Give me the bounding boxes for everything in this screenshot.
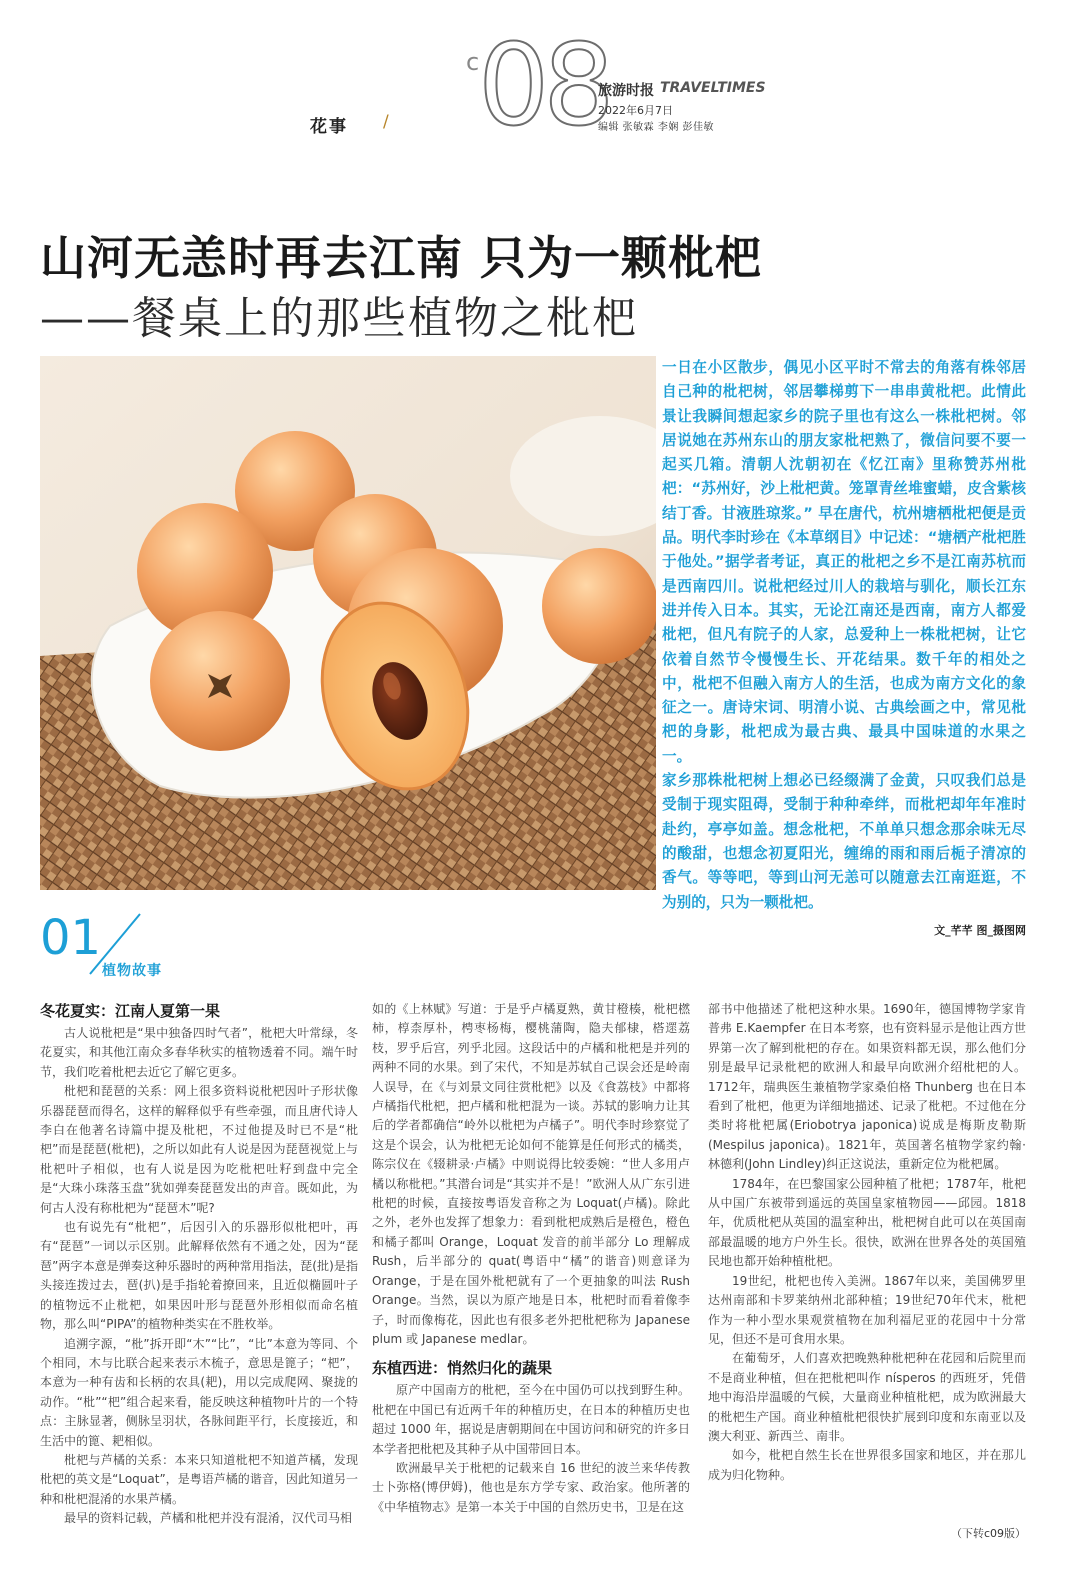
- paragraph: 古人说枇杷是“果中独备四时气者”，枇杷大叶常绿，冬花夏实，和其他江南众多春华秋实的植物透着不同。端午时节，我们吃着枇杷去近它了解它更多。: [40, 1026, 358, 1079]
- paragraph: 欧洲最早关于枇杷的记载来自 16 世纪的波兰来华传教士卜弥格(博伊姆)，他也是东方学专家、政治家。他所著的《中华植物志》是第一本关于中国的自然历史书，卫是在这: [372, 1460, 690, 1514]
- paragraph: 如今，枇杷自然生长在世界很多国家和地区，并在那儿成为归化物种。: [708, 1448, 1026, 1482]
- intro-paragraph: 一日在小区散步，偶见小区平时不常去的角落有株邻居自己种的枇杷树，邻居攀梯剪下一串串黄枇杷。此情此景让我瞬间想起家乡的院子里也有这么一株枇杷树。邻居说她在苏州东山的朋友家枇杷熟了，微信问要不要一起买几箱。清朝人沈朝初在《忆江南》里称赞苏州枇杷：“苏州好，沙上枇杷黄。笼罩青丝堆蜜蜡，皮含紫核结丁香。甘液胜琼浆。” 早在唐代，杭州塘栖枇杷便是贡品。明代李时珍在《本草纲目》中记述：“塘栖产枇杷胜于他处。”据学者考证，真正的枇杷之乡不是江南苏杭而是西南四川。说枇杷经过川人的栽培与驯化，顺长江东进并传入日本。其实，无论江南还是西南，南方人都爱枇杷，但凡有院子的人家，总爱种上一株枇杷树，让它依着自然节令慢慢生长、开花结果。数千年的相处之中，枇杷不但融入南方人的生活，也成为南方文化的象征之一。唐诗宋词、明清小说、古典绘画之中，常见枇杷的身影，枇杷成为最古典、最具中国味道的水果之一。: [662, 359, 1026, 765]
- column-heading: 冬花夏实：江南人夏第一果: [40, 1002, 221, 1020]
- paragraph: 也有说先有“枇杷”，后因引入的乐器形似枇杷叶，再有“琵琶”一词以示区别。此解释依然有不通之处，因为“琵琶”两字本意是弹奏这种乐器时的两种常用指法，琵(批)是指头接连拨过去，琶(扒)是手指轮着撩回来，且近似椭圆叶子的植物远不止枇杷，如果因叶形与琵琶外形相似而命名植物，那么叫“PIPA”的植物种类实在不胜枚举。: [40, 1220, 358, 1332]
- byline: 文_芊芊 图_摄图网: [934, 924, 1026, 937]
- section-slash: /: [383, 112, 389, 132]
- page-number: 08: [478, 21, 609, 151]
- intro-text: [662, 356, 1026, 915]
- article-column-3: [708, 1000, 1026, 1485]
- newspaper-name-en: TRAVELTIMES: [660, 80, 766, 96]
- paragraph: 最早的资料记载，芦橘和枇杷并没有混淆，汉代司马相: [64, 1511, 353, 1526]
- paragraph: 19世纪，枇杷也传入美洲。1867年以来，美国佛罗里达州南部和卡罗莱纳州北部种植；19世纪70年代末，枇杷作为一种小型水果观赏植物在加利福尼亚的花园中十分常见，但还不是可食用水果。: [708, 1273, 1026, 1346]
- paragraph: 部书中他描述了枇杷这种水果。1690年，德国博物学家肯普弗 E.Kaempfer 在日本考察，也有资料显示是他让西方世界第一次了解到枇杷的存在。如果资料都无误，那么他们分别是最早记录枇杷的欧洲人和最早向欧洲介绍枇杷的人。1712年，瑞典医生兼植物学家桑伯格 Thunberg 也在日本看到了枇杷，他更为详细地描述、记录了枇杷。不过他在分类时将枇杷属(Eriobotrya japonica)说成是梅斯皮勒斯(Mespilus japonica)。1821年，英国著名植物学家约翰·林德利(John Lindley)纠正这说法，重新定位为枇杷属。: [708, 1002, 1026, 1172]
- section-title: 植物故事: [102, 963, 162, 979]
- article-column-1: [40, 1000, 358, 1529]
- page-prefix: c: [466, 48, 480, 76]
- article-column-2: [372, 1000, 690, 1517]
- paragraph: 在葡萄牙，人们喜欢把晚熟种枇杷种在花园和后院里而不是商业种植，但在把枇杷叫作 nísperos 的西班牙，凭借地中海沿岸温暖的气候，大量商业种植枇杷，成为欧洲最大的枇杷生产国。商业种植枇杷很快扩展到印度和东南亚以及澳大利亚、新西兰、南非。: [708, 1351, 1026, 1443]
- loquat-photo: [40, 356, 656, 890]
- subheadline: ——餐桌上的那些植物之枇杷: [40, 293, 638, 344]
- newspaper-name-cn: 旅游时报: [598, 83, 654, 99]
- headline: 山河无恙时再去江南 只为一颗枇杷: [40, 231, 763, 285]
- column-heading: 东植西进：悄然归化的蔬果: [372, 1359, 553, 1378]
- paragraph: 如的《上林赋》写道：于是乎卢橘夏熟，黄甘橙楱，枇杷橪柿，椁柰厚朴，梬枣杨梅，樱桃蒲陶，隐夫郁棣，榙遝荔枝，罗乎后宫，列乎北园。这段话中的卢橘和枇杷是并列的两种不同的水果。到了宋代，不知是苏轼自己误会还是岭南人误导，在《与刘景文同往赏枇杷》以及《食荔枝》中都将卢橘指代枇杷，把卢橘和枇杷混为一谈。苏轼的影响力让其后的学者都确信“岭外以枇杷为卢橘子”。明代李时珍察觉了这是个误会，认为枇杷无论如何不能算是任何形式的橘类，陈宗仪在《辍耕录·卢橘》中则说得比较委婉：“世人多用卢橘以称枇杷。”其潜台词是“其实并不是！”欧洲人从广东引进枇杷的时候，直接按粤语发音称之为 Loquat(卢橘)。除此之外，老外也发挥了想象力：看到枇杷成熟后是橙色，橙色和橘子都叫 Orange，Loquat 发音的前半部分 Lo 理解成 Rush，后半部分的 quat(粤语中“橘”的谐音)则意译为 Orange，于是在国外枇杷就有了一个更抽象的叫法 Rush Orange。当然，误以为原产地是日本，枇杷时而看着像李子，时而像梅花，因此也有很多老外把枇杷称为 Japanese plum 或 Japanese medlar。: [372, 1002, 690, 1346]
- paragraph: 原产中国南方的枇杷，至今在中国仍可以找到野生种。枇杷在中国已有近两千年的种植历史，在日本的种植历史也超过 1000 年，据说是唐朝期间在中国访问和研究的许多日本学者把枇杷及其种子从中国带回日本。: [372, 1383, 690, 1456]
- paragraph: 枇杷和琵琶的关系：网上很多资料说枇杷因叶子形状像乐器琵琶而得名，这样的解释似乎有些牵强，而且唐代诗人李白在他著名诗篇中提及枇杷，不过他提及时已不是“枇杷”而是琵琶(枇杷)，之所以如此有人说是因为琵琶视觉上与枇杷叶子相似，也有人说是因为吃枇杷吐籽到盘中完全是“大珠小珠落玉盘”犹如弹奏琵琶发出的声音。既如此，为何古人没有称枇杷为“琵琶木”呢?: [40, 1084, 358, 1215]
- paragraph: 追溯字源，“枇”拆开即“木”“比”，“比”本意为等同、个个相同，木与比联合起来表示木梳子，意思是篦子；“杷”，本意为一种有齿和长柄的农具(耙)，用以完成爬网、聚拢的动作。“枇”“杷”组合起来看，能反映这种植物叶片的一个特点：主脉显著，侧脉呈羽状，各脉间距平行，长度接近，和生活中的篦、耙相似。: [40, 1336, 358, 1448]
- publication-date: 2022年6月7日: [598, 104, 673, 117]
- intro-paragraph: 家乡那株枇杷树上想必已经缀满了金黄，只叹我们总是受制于现实阻碍，受制于种种牵绊，而枇杷却年年准时赴约，亭亭如盖。想念枇杷，不单单只想念那余味无尽的酸甜，也想念初夏阳光，缠绵的雨和雨后栀子清凉的香气。等等吧，等到山河无恙可以随意去江南逛逛，不为别的，只为一颗枇杷。: [662, 772, 1026, 911]
- paragraph: 1784年，在巴黎国家公园种植了枇杷；1787年，枇杷从中国广东被带到遥远的英国皇家植物园——邱园。1818年，优质枇杷从英国的温室种出，枇杷树自此可以在英国南部最温暖的地方户外生长。很快，欧洲在世界各处的英国殖民地也都开始种植枇杷。: [708, 1176, 1026, 1269]
- paragraph: 枇杷与芦橘的关系：本来只知道枇杷不知道芦橘，发现枇杷的英文是“Loquat”，是粤语芦橘的谐音，因此知道另一种和枇杷混淆的水果芦橘。: [40, 1452, 358, 1506]
- continued-note: （下转c09版）: [950, 1527, 1026, 1540]
- editors-credit: 编辑 张敏霖 李娴 彭佳敏: [598, 122, 715, 133]
- section-number: 01: [40, 910, 102, 966]
- section-name: 花事: [310, 117, 348, 137]
